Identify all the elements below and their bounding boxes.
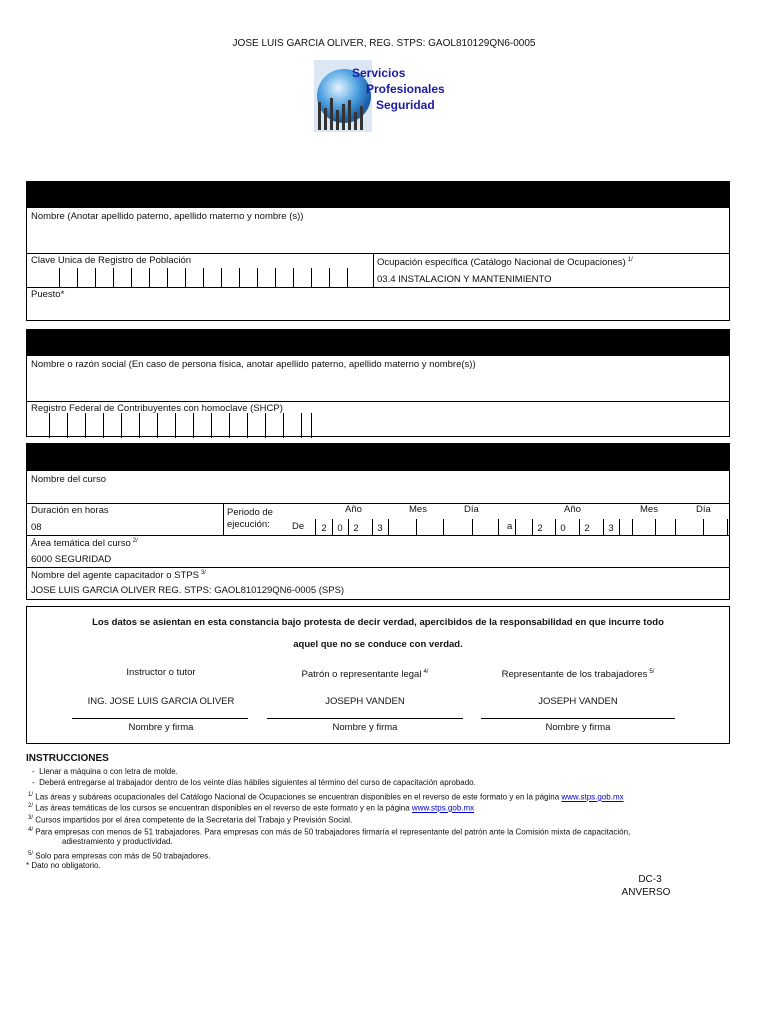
section-firmas (26, 606, 730, 744)
char-box-divider (265, 413, 266, 438)
char-box-divider (221, 268, 222, 287)
duracion-label: Duración en horas (31, 505, 109, 516)
list-item: $^{3/}$ Cursos impartidos por el área competente de la Secretaría del Trabajo y Previsión Social. (28, 815, 353, 825)
section-header-bar-2 (27, 330, 729, 356)
rfc-label: Registro Federal de Contribuyentes con homoclave (SHCP) (31, 403, 283, 414)
a-label: a (507, 521, 513, 532)
area-label: Área temática del curso $^{2/}$ (31, 538, 138, 550)
char-box-divider (275, 268, 276, 287)
char-box-divider (131, 268, 132, 287)
start-year-digit: 2 (353, 523, 359, 534)
char-box-divider (49, 413, 50, 438)
periodo-label-1: Periodo de (227, 507, 273, 518)
list-item: $^{1/}$ Las áreas y subáreas ocupacionales del Catálogo Nacional de Ocupaciones se encuentran disponibles en el reverso de este formato y en la página www.stps.gob.mx (28, 792, 624, 802)
document-title: JOSE LUIS GARCIA OLIVER, REG. STPS: GAOL810129QN6-0005 (232, 38, 536, 49)
nombre-label: Nombre (Anotar apellido paterno, apellido materno y nombre (s)) (31, 211, 304, 222)
start-anio-label: Año (345, 504, 362, 515)
char-box-divider (579, 519, 580, 535)
periodo-label-2: ejecución: (227, 519, 270, 530)
stps-link[interactable]: www.stps.gob.mx (561, 792, 624, 802)
end-year-digit: 2 (584, 523, 590, 534)
char-box-divider (239, 268, 240, 287)
char-box-divider (301, 413, 302, 438)
char-box-divider (203, 268, 204, 287)
logo-text-1: Servicios (352, 66, 406, 80)
char-box-divider (498, 519, 499, 535)
instructor-name: ING. JOSE LUIS GARCIA OLIVER (87, 696, 235, 707)
section-header-bar-3 (27, 444, 729, 471)
section-empresa (26, 329, 730, 437)
char-box-divider (675, 519, 676, 535)
patron-title: Patrón o representante legal $^{4/}$ (301, 669, 429, 681)
logo-text-2: Profesionales (366, 82, 445, 96)
char-box-divider (85, 413, 86, 438)
agente-label: Nombre del agente capacitador o STPS $^{3/}$ (31, 570, 206, 582)
char-box-divider (603, 519, 604, 535)
end-mes-label: Mes (640, 504, 658, 515)
char-box-divider (113, 268, 114, 287)
list-item: $^{2/}$ Las áreas temáticas de los cursos se encuentran disponibles en el reverso de este formato y en la página www.stps.gob.mx (28, 803, 475, 813)
char-box-divider (103, 413, 104, 438)
char-box-divider (175, 413, 176, 438)
char-box-divider (157, 413, 158, 438)
char-box-divider (515, 519, 516, 535)
char-box-divider (727, 519, 728, 535)
section-header-bar (27, 182, 729, 208)
char-box-divider (555, 519, 556, 535)
char-box-divider (229, 413, 230, 438)
char-box-divider (315, 519, 316, 535)
instrucciones-title: INSTRUCCIONES (26, 753, 109, 764)
char-box-divider (247, 413, 248, 438)
stps-link[interactable]: www.stps.gob.mx (411, 803, 475, 813)
char-box-divider (388, 519, 389, 535)
char-box-divider (372, 519, 373, 535)
end-year-digit: 2 (537, 523, 543, 534)
end-year-digit: 3 (608, 523, 614, 534)
list-item: * Dato no obligatorio. (26, 861, 101, 870)
de-label: De (292, 521, 305, 532)
section-curso (26, 443, 730, 600)
instructor-sign-line (72, 718, 248, 719)
logo-text-3: Seguridad (376, 98, 435, 112)
agente-value: JOSE LUIS GARCIA OLIVER REG. STPS: GAOL810129QN6-0005 (SPS) (31, 585, 345, 596)
declaracion-2: aquel que no se conduce con verdad. (293, 639, 463, 650)
start-dia-label: Día (464, 504, 479, 515)
declaracion-1: Los datos se asientan en esta constancia bajo protesta de decir verdad, apercibidos de la responsabilidad en que incurre todo (92, 617, 664, 628)
list-item: $^{4/}$ Para empresas con menos de 51 trabajadores. Para empresas con más de 50 trabajadores firmaría el representante del patrón ante la Comisión mixta de capacitación, (28, 827, 631, 837)
instructor-title: Instructor o tutor (126, 667, 196, 678)
char-box-divider (311, 413, 312, 438)
char-box-divider (59, 268, 60, 287)
form-code: DC-3 (638, 874, 662, 885)
end-year-digit: 0 (560, 523, 566, 534)
form-side: ANVERSO (621, 887, 671, 898)
char-box-divider (472, 519, 473, 535)
ocupacion-label: Ocupación específica (Catálogo Nacional de Ocupaciones) $^{1/}$ (377, 257, 633, 269)
char-box-divider (167, 268, 168, 287)
start-year-digit: 3 (377, 523, 383, 534)
instructor-firma-label: Nombre y firma (128, 722, 194, 733)
char-box-divider (149, 268, 150, 287)
char-box-divider (655, 519, 656, 535)
end-dia-label: Día (696, 504, 711, 515)
char-box-divider (619, 519, 620, 535)
char-box-divider (311, 268, 312, 287)
char-box-divider (293, 268, 294, 287)
char-box-divider (121, 413, 122, 438)
patron-firma-label: Nombre y firma (332, 722, 398, 733)
ocupacion-value: 03.4 INSTALACION Y MANTENIMIENTO (377, 274, 552, 285)
representante-firma-label: Nombre y firma (545, 722, 611, 733)
puesto-label: Puesto* (31, 289, 65, 300)
char-box-divider (139, 413, 140, 438)
area-value: 6000 SEGURIDAD (31, 554, 112, 565)
list-item: - Deberá entregarse al trabajador dentro de los veinte días hábiles siguientes al término del curso de capacitación aprobado. (32, 778, 476, 787)
char-box-divider (332, 519, 333, 535)
company-logo (314, 60, 446, 132)
char-box-divider (329, 268, 330, 287)
list-item: - Llenar a máquina o con letra de molde. (32, 767, 178, 776)
end-anio-label: Año (564, 504, 581, 515)
representante-sign-line (481, 718, 675, 719)
list-item: $^{5/}$ Solo para empresas con más de 50 trabajadores. (28, 851, 211, 861)
curso-nombre-label: Nombre del curso (31, 474, 106, 485)
curp-label: Clave Unica de Registro de Población (31, 255, 192, 266)
char-box-divider (257, 268, 258, 287)
duracion-value: 08 (31, 522, 42, 533)
section-trabajador (26, 181, 730, 321)
char-box-divider (348, 519, 349, 535)
char-box-divider (95, 268, 96, 287)
empresa-nombre-label: Nombre o razón social (En caso de persona física, anotar apellido paterno, apellido materno y nombre(s)) (31, 359, 476, 370)
char-box-divider (185, 268, 186, 287)
char-box-divider (211, 413, 212, 438)
char-box-divider (347, 268, 348, 287)
representante-title: Representante de los trabajadores $^{5/}$ (501, 669, 655, 681)
char-box-divider (283, 413, 284, 438)
start-mes-label: Mes (409, 504, 427, 515)
start-year-digit: 2 (321, 523, 327, 534)
patron-sign-line (267, 718, 463, 719)
char-box-divider (703, 519, 704, 535)
char-box-divider (193, 413, 194, 438)
start-year-digit: 0 (337, 523, 343, 534)
list-item: adiestramiento y productividad. (62, 837, 173, 846)
char-box-divider (416, 519, 417, 535)
char-box-divider (77, 268, 78, 287)
char-box-divider (67, 413, 68, 438)
char-box-divider (443, 519, 444, 535)
patron-name: JOSEPH VANDEN (325, 696, 405, 707)
char-box-divider (632, 519, 633, 535)
representante-name: JOSEPH VANDEN (538, 696, 618, 707)
char-box-divider (532, 519, 533, 535)
